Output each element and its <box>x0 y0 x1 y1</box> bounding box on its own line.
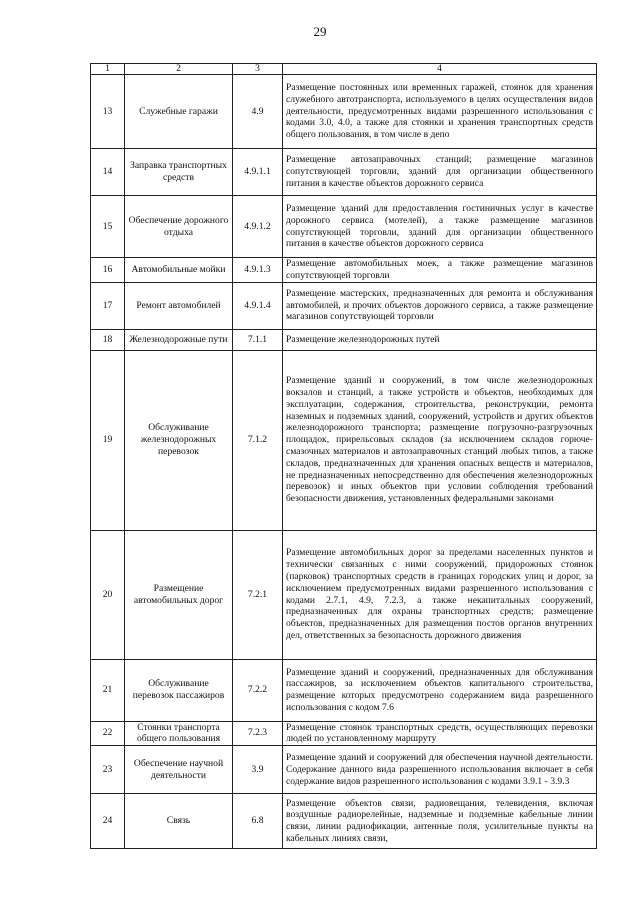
table-row <box>91 282 597 329</box>
header-cell-name: 2 <box>125 64 233 75</box>
use-name-cell: Заправка транспортных средств <box>125 149 233 196</box>
row-number-cell: 22 <box>91 721 125 746</box>
header-cell-num: 1 <box>91 64 125 75</box>
row-number-cell: 13 <box>91 75 125 149</box>
table-row <box>91 659 597 721</box>
row-number-cell: 14 <box>91 149 125 196</box>
use-code-cell: 7.2.1 <box>233 530 283 659</box>
use-code-cell: 7.1.2 <box>233 350 283 530</box>
use-description-cell: Размещение объектов связи, радиовещания, телевидения, включая воздушные радиорелейные, надземные и подземные кабельные линии связи, линии радиофикации, антенные поля, усилительные пункты на кабельных линиях связи, <box>283 794 597 849</box>
page-number: 29 <box>313 24 327 39</box>
table-row <box>91 794 597 849</box>
header-cell-desc: 4 <box>283 64 597 75</box>
use-code-cell: 7.1.1 <box>233 329 283 350</box>
use-description-cell: Размещение постоянных или временных гаражей, стоянок для хранения служебного автотранспорта, используемого в целях осуществления видов деятельности, предусмотренных видами разрешенного использования с кодами 3.0, 4.0, а также для стоянки и хранения транспортных средств общего пользования, в том числе в депо <box>283 75 597 149</box>
use-name-cell: Ремонт автомобилей <box>125 282 233 329</box>
use-code-cell: 4.9.1.1 <box>233 149 283 196</box>
table-row <box>91 721 597 746</box>
use-name-cell: Обеспечение научной деятельности <box>125 746 233 794</box>
use-name-cell: Размещение автомобильных дорог <box>125 530 233 659</box>
row-number-cell: 17 <box>91 282 125 329</box>
table-row <box>91 746 597 794</box>
use-description-cell: Размещение зданий для предоставления гостиничных услуг в качестве дорожного сервиса (мотелей), а также размещение магазинов сопутствующей торговли, зданий для организации общественного питания в качестве объектов дорожного сервиса <box>283 196 597 258</box>
header-cell-code: 3 <box>233 64 283 75</box>
row-number-cell: 19 <box>91 350 125 530</box>
row-number-cell: 16 <box>91 258 125 283</box>
table-row <box>91 75 597 149</box>
use-description-cell: Размещение зданий и сооружений для обеспечения научной деятельности. Содержание данного вида разрешенного использования включает в себя содержание видов разрешенного использования с кодами 3.9.1 - 3.9.3 <box>283 746 597 794</box>
use-name-cell: Служебные гаражи <box>125 75 233 149</box>
use-code-cell: 4.9.1.2 <box>233 196 283 258</box>
use-code-cell: 4.9.1.4 <box>233 282 283 329</box>
use-name-cell: Автомобильные мойки <box>125 258 233 283</box>
table-row <box>91 196 597 258</box>
table-row <box>91 258 597 283</box>
use-description-cell: Размещение автомобильных дорог за пределами населенных пунктов и технически связанных с ними сооружений, придорожных стоянок (парковок) транспортных средств в границах городских улиц и дорог, за исключением предусмотренных видами разрешенного использования с кодами 2.7.1, 4.9, 7.2.3, а также некапитальных сооружений, предназначенных для охраны транспортных средств; размещение объектов, предназначенных для размещения постов органов внутренних дел, ответственных за безопасность дорожного движения <box>283 530 597 659</box>
table-row <box>91 530 597 659</box>
use-name-cell: Связь <box>125 794 233 849</box>
use-code-cell: 6.8 <box>233 794 283 849</box>
row-number-cell: 20 <box>91 530 125 659</box>
use-description-cell: Размещение мастерских, предназначенных для ремонта и обслуживания автомобилей, и прочих объектов дорожного сервиса, а также размещение магазинов сопутствующей торговли <box>283 282 597 329</box>
use-description-cell: Размещение стоянок транспортных средств, осуществляющих перевозки людей по установленному маршруту <box>283 721 597 746</box>
table-row <box>91 350 597 530</box>
row-number-cell: 18 <box>91 329 125 350</box>
row-number-cell: 15 <box>91 196 125 258</box>
table-header-row <box>91 64 597 75</box>
table-row <box>91 149 597 196</box>
use-code-cell: 4.9 <box>233 75 283 149</box>
use-name-cell: Железнодорожные пути <box>125 329 233 350</box>
use-code-cell: 4.9.1.3 <box>233 258 283 283</box>
use-code-cell: 7.2.3 <box>233 721 283 746</box>
use-description-cell: Размещение зданий и сооружений, предназначенных для обслуживания пассажиров, за исключением объектов капитального строительства, размещение которых предусмотрено содержанием вида разрешенного использования с кодом 7.6 <box>283 659 597 721</box>
row-number-cell: 21 <box>91 659 125 721</box>
row-number-cell: 23 <box>91 746 125 794</box>
use-name-cell: Обслуживание перевозок пассажиров <box>125 659 233 721</box>
use-description-cell: Размещение автозаправочных станций; размещение магазинов сопутствующей торговли, зданий для организации общественного питания в качестве объектов дорожного сервиса <box>283 149 597 196</box>
use-code-cell: 3.9 <box>233 746 283 794</box>
table-row <box>91 329 597 350</box>
land-use-table <box>90 63 597 849</box>
row-number-cell: 24 <box>91 794 125 849</box>
use-name-cell: Обеспечение дорожного отдыха <box>125 196 233 258</box>
use-description-cell: Размещение зданий и сооружений, в том числе железнодорожных вокзалов и станций, а также устройств и объектов, необходимых для эксплуатации, содержания, строительства, реконструкции, ремонта наземных и подземных зданий, сооружений, устройств и других объектов железнодорожного транспорта; размещение погрузочно-разгрузочных площадок, прирельсовых складов (за исключением складов горюче-смазочных материалов и автозаправочных станций любых типов, а также складов, предназначенных для хранения опасных веществ и материалов, не предназначенных непосредственно для обеспечения железнодорожных перевозок) и иных объектов при условии соблюдения требований безопасности движения, установленных федеральными законами <box>283 350 597 530</box>
use-name-cell: Стоянки транспорта общего пользования <box>125 721 233 746</box>
use-code-cell: 7.2.2 <box>233 659 283 721</box>
use-description-cell: Размещение железнодорожных путей <box>283 329 597 350</box>
use-description-cell: Размещение автомобильных моек, а также размещение магазинов сопутствующей торговли <box>283 258 597 283</box>
use-name-cell: Обслуживание железнодорожных перевозок <box>125 350 233 530</box>
